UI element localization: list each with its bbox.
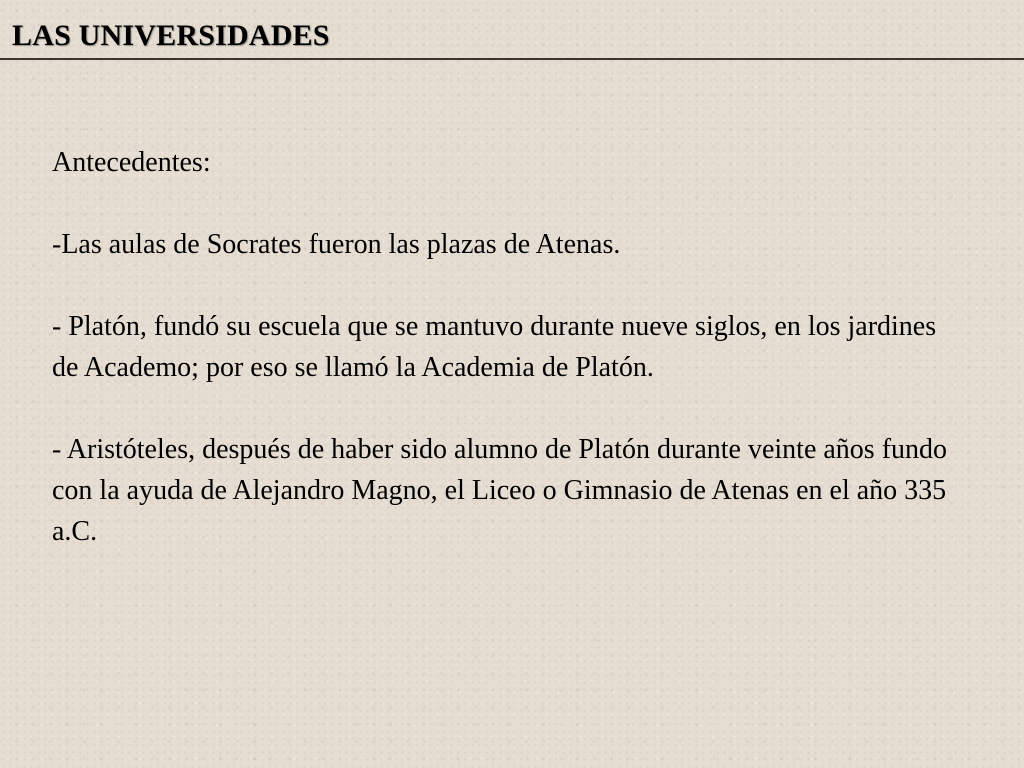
slide-body: [52, 142, 952, 552]
paragraph-socrates: -Las aulas de Socrates fueron las plazas de Atenas.: [52, 229, 621, 260]
paragraph-spacer: [52, 265, 952, 306]
slide-title: LAS UNIVERSIDADES: [12, 19, 330, 52]
paragraph-spacer: [52, 183, 952, 224]
paragraph-aristoteles: - Aristóteles, después de haber sido alumno de Platón durante veinte años fundo con la ayuda de Alejandro Magno, el Liceo o Gimnasio de Atenas en el año 335 a.C.: [52, 434, 948, 547]
paragraph-platon: - Platón, fundó su escuela que se mantuvo durante nueve siglos, en los jardines de Academo; por eso se llamó la Academia de Platón.: [52, 311, 937, 383]
title-divider: [0, 58, 1024, 60]
paragraph-spacer: [52, 388, 952, 429]
body-heading: Antecedentes:: [52, 147, 211, 178]
